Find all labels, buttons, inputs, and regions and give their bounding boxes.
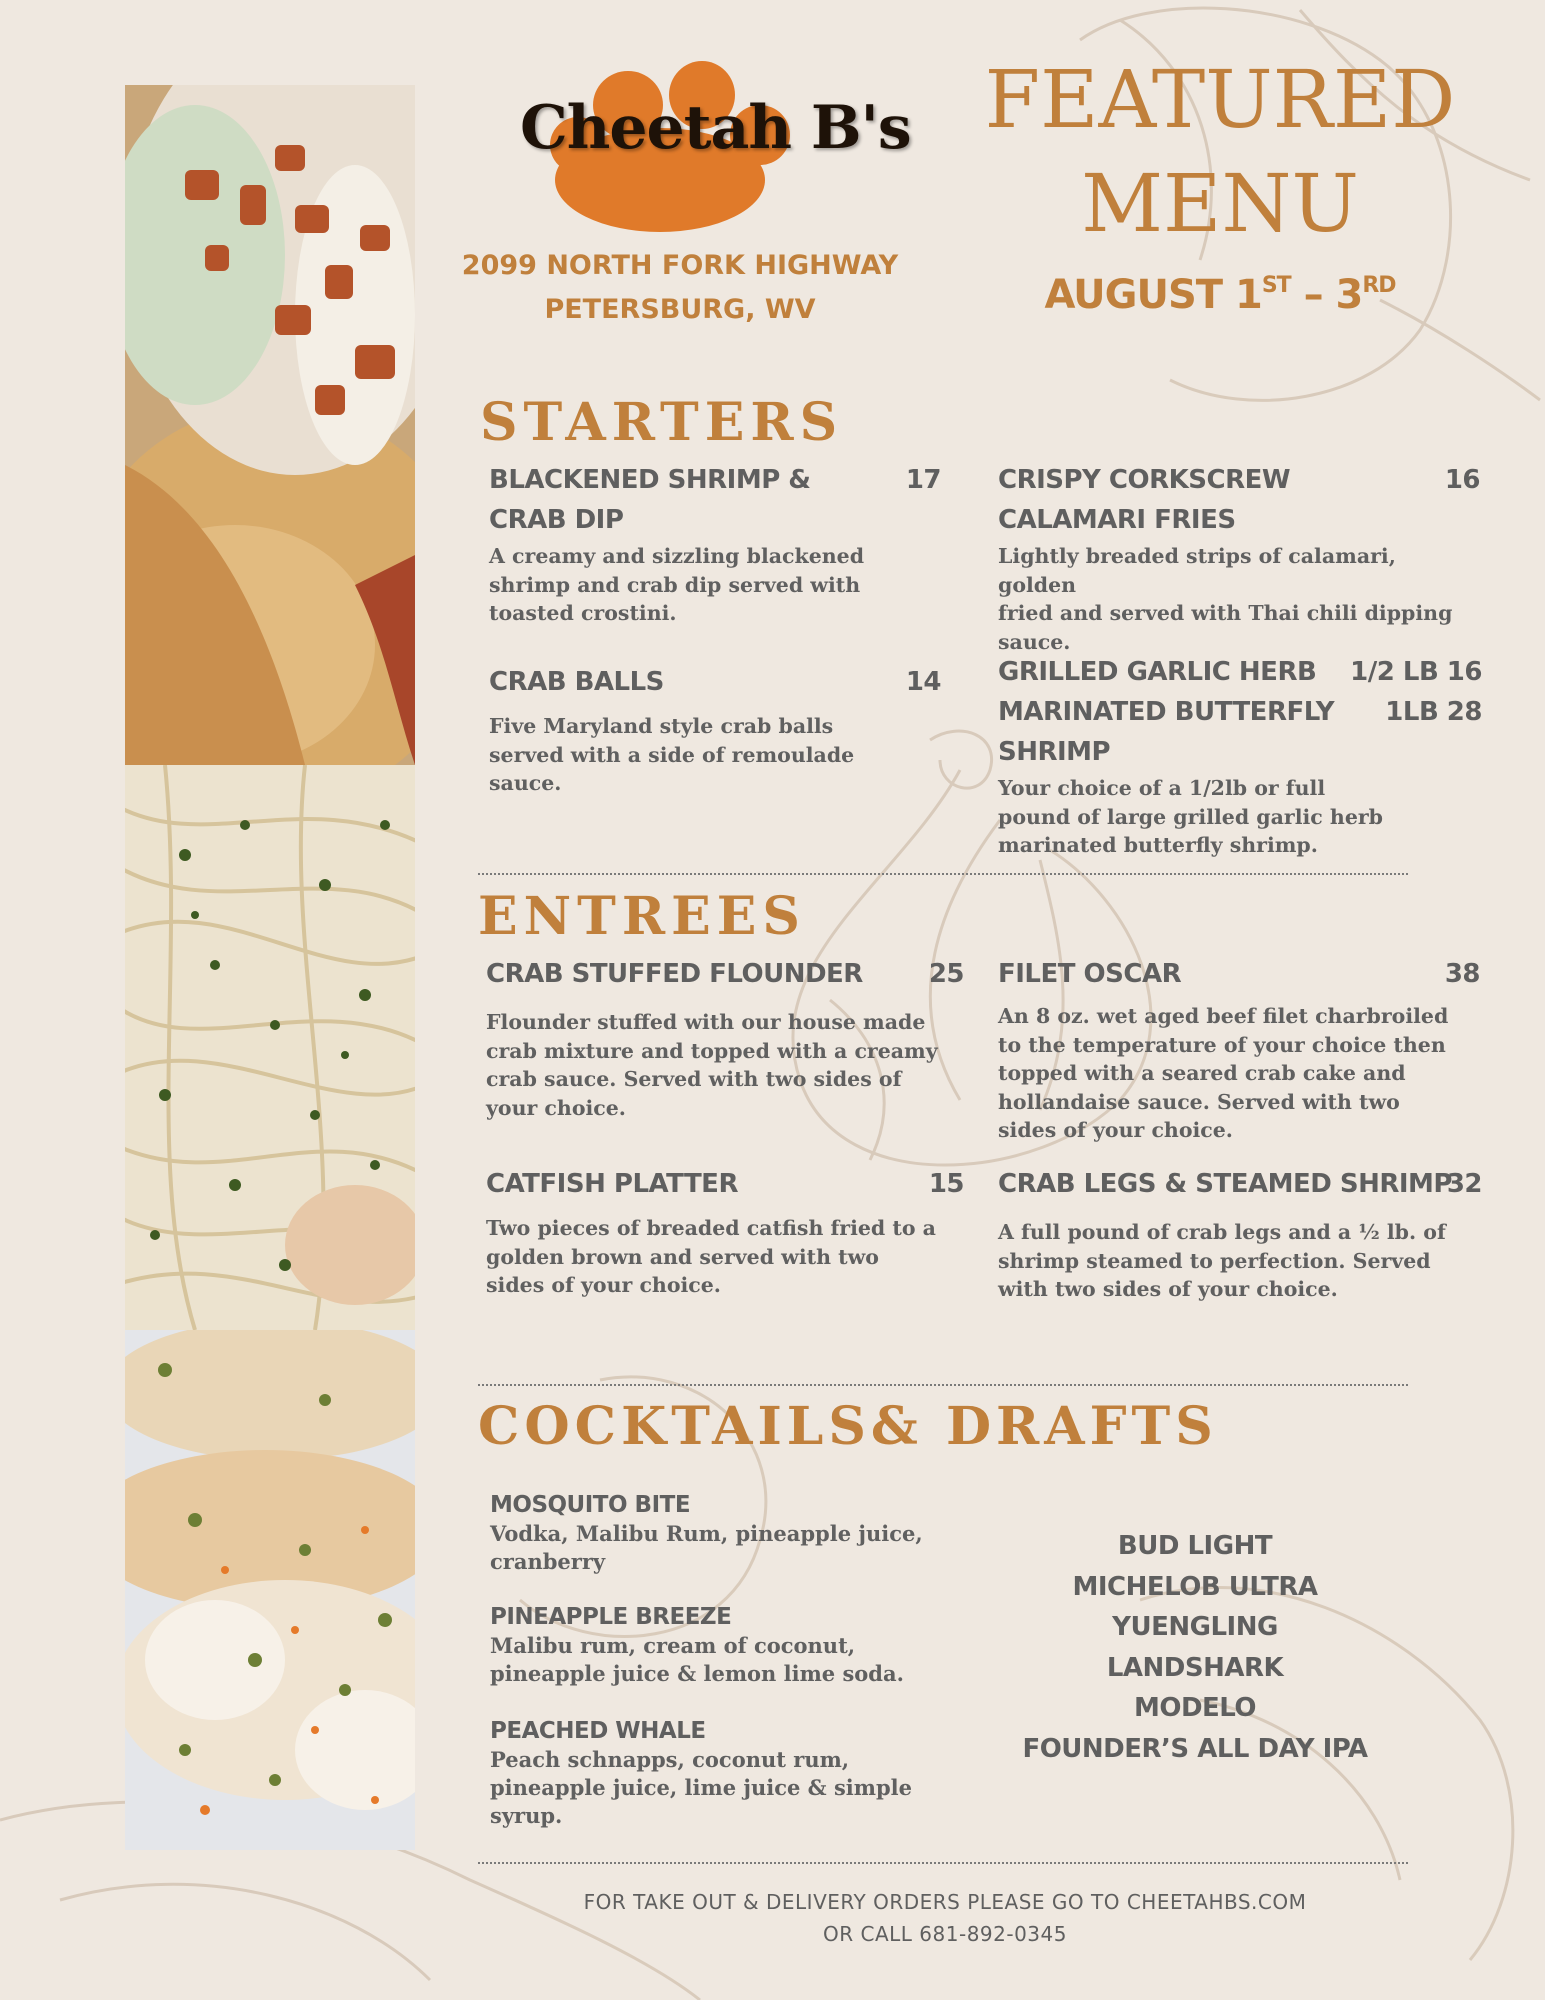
item-description: Lightly breaded strips of calamari, golden fried and served with Thai chili dipping sauce. [998,544,1453,654]
menu-dates [960,272,1480,318]
item-price: 14 [905,667,941,697]
section-divider [478,1862,1408,1864]
shrimp-photo [125,1330,415,1850]
featured-menu-title [960,48,1480,256]
cocktails-heading: COCKTAILS& DRAFTS [478,1396,1218,1457]
entree-item [486,954,964,1122]
address-street: 2099 NORTH FORK HIGHWAY [461,250,899,281]
entree-item [998,954,1480,1145]
dates-end-suffix: RD [1362,273,1396,298]
entree-item [486,1164,964,1300]
cocktail-description: Peach schnapps, coconut rum, pineapple juice, lime juice & simple syrup. [490,1747,912,1828]
logo-wordmark: Cheetah B's [520,93,911,163]
draft-item: BUD LIGHT [1117,1531,1273,1561]
entree-item [998,1164,1482,1304]
item-price: 38 [1444,959,1480,989]
item-name: FILET OSCAR [998,959,1182,989]
item-name: CRAB STUFFED FLOUNDER [486,959,863,989]
draft-item: MICHELOB ULTRA [1072,1571,1318,1602]
starters-heading: STARTERS [480,392,844,453]
dates-start-suffix: ST [1261,273,1291,298]
draft-beer-list [1000,1526,1390,1769]
item-description: Flounder stuffed with our house made crab mixture and topped with a creamy crab sauce. Served with two sides of your choice. [486,1010,938,1120]
crab-dip-photo [125,85,415,765]
item-name: CRAB BALLS [489,667,664,697]
entrees-heading: ENTREES [478,886,806,947]
cocktail-name: PEACHED WHALE [490,1718,706,1744]
section-divider [478,873,1408,875]
starter-item [489,460,941,628]
cocktail-item [490,1716,950,1830]
item-description: An 8 oz. wet aged beef filet charbroiled to the temperature of your choice then topped with a seared crab cake and hollandaise sauce. Served with two sides of your choice. [998,1004,1449,1142]
item-price: 16 [1444,465,1480,495]
footer-website-line: FOR TAKE OUT & DELIVERY ORDERS PLEASE GO TO CHEETAHBS.COM [583,1890,1307,1914]
item-description: A creamy and sizzling blackened shrimp and crab dip served with toasted crostini. [489,544,865,625]
starter-item [998,652,1482,860]
restaurant-address [420,244,940,332]
item-price: 32 [1446,1169,1482,1199]
item-price: 17 [905,465,941,495]
draft-item: MODELO [1133,1693,1257,1723]
section-divider [478,1384,1408,1386]
cocktail-description: Malibu rum, cream of coconut, pineapple juice & lemon lime soda. [490,1633,904,1686]
featured-title-line2: MENU [1081,157,1359,250]
cocktail-name: MOSQUITO BITE [490,1492,691,1518]
cheetah-bs-logo [510,55,911,235]
item-name: GRILLED GARLIC HERB MARINATED BUTTERFLY SHRIMP [998,657,1335,767]
item-price: 15 [928,1169,964,1199]
cocktail-item [490,1602,950,1688]
draft-item: FOUNDER’S ALL DAY IPA [1022,1733,1368,1764]
item-price: 1/2 LB 16 1LB 28 [1350,657,1482,727]
item-description: Your choice of a 1/2lb or full pound of large grilled garlic herb marinated butterfly shrimp. [998,776,1384,857]
cocktail-item [490,1490,950,1576]
draft-item: YUENGLING [1112,1612,1278,1642]
starter-item [998,460,1480,656]
item-name: BLACKENED SHRIMP & CRAB DIP [489,465,811,535]
address-city: PETERSBURG, WV [544,294,816,325]
item-name: CRAB LEGS & STEAMED SHRIMP [998,1169,1452,1199]
dates-end: – 3 [1290,272,1363,318]
cocktail-description: Vodka, Malibu Rum, pineapple juice, cranberry [490,1521,923,1574]
item-description: Two pieces of breaded catfish fried to a golden brown and served with two sides of your choice. [486,1216,936,1297]
item-price: 25 [928,959,964,989]
cocktail-name: PINEAPPLE BREEZE [490,1604,732,1630]
pasta-photo [125,765,415,1330]
item-description: Five Maryland style crab balls served with a side of remoulade sauce. [489,714,855,795]
order-info-footer [480,1886,1410,1950]
dates-start: AUGUST 1 [1044,272,1262,318]
footer-phone-line: OR CALL 681-892-0345 [823,1922,1067,1946]
featured-title-line1: FEATURED [984,53,1456,146]
item-name: CRISPY CORKSCREW CALAMARI FRIES [998,465,1291,535]
starter-item [489,662,941,798]
item-description: A full pound of crab legs and a ½ lb. of shrimp steamed to perfection. Served with two sides of your choice. [998,1220,1446,1301]
draft-item: LANDSHARK [1106,1652,1284,1683]
item-name: CATFISH PLATTER [486,1169,738,1199]
